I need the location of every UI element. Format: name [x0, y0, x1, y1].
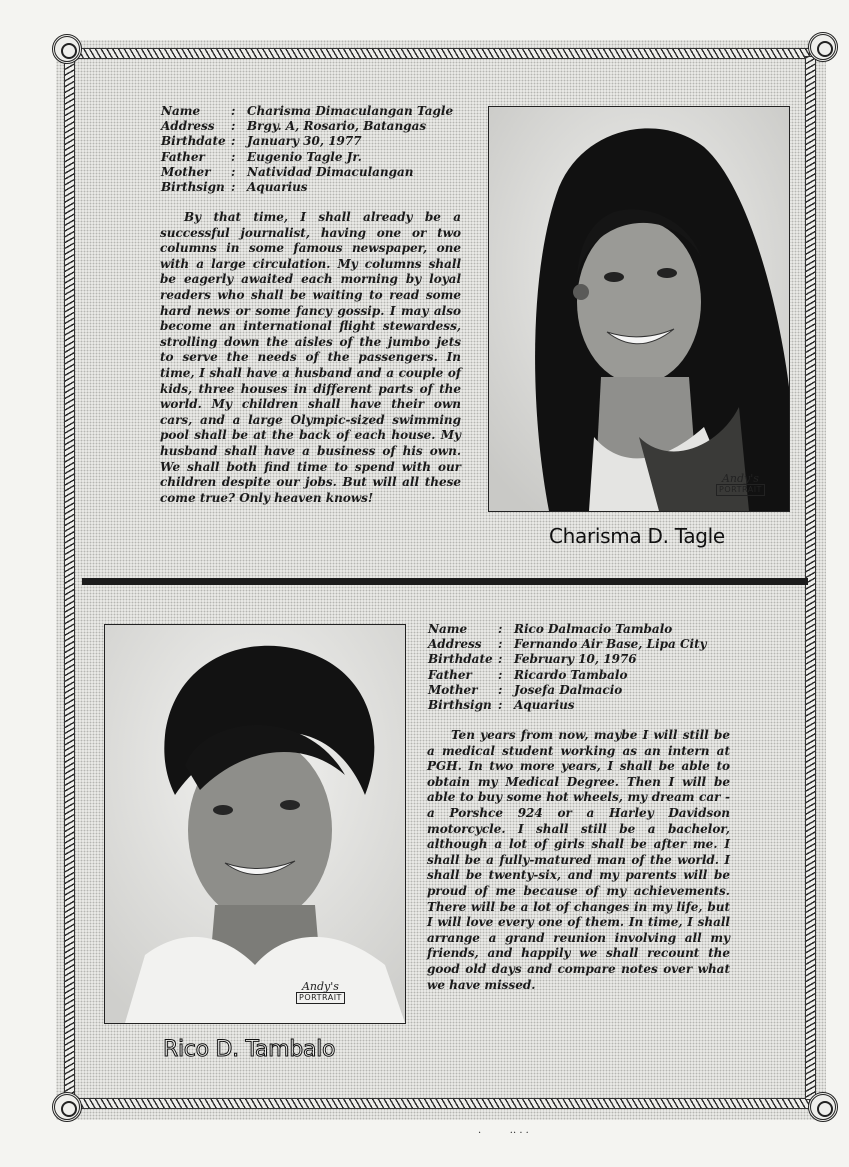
student-birthdate: January 30, 1977: [247, 134, 362, 149]
rope-border-bottom: [70, 1098, 810, 1109]
student-mother: Josefa Dalmacio: [514, 682, 623, 697]
section-divider: [82, 578, 808, 585]
info-row-father: Father : Eugenio Tagle Jr.: [161, 150, 453, 165]
info-row-birthsign: Birthsign : Aquarius: [161, 180, 453, 195]
rope-knot-icon: [52, 34, 82, 64]
profile-info-charisma: [161, 104, 453, 195]
info-row-birthsign: Birthsign : Aquarius: [428, 698, 707, 713]
info-row-address: Address : Fernando Air Base, Lipa City: [428, 637, 707, 652]
info-row-birthdate: Birthdate : February 10, 1976: [428, 652, 707, 667]
studio-mark: Andy's PORTRAIT: [716, 474, 765, 496]
rope-knot-icon: [808, 32, 838, 62]
rope-knot-icon: [808, 1092, 838, 1122]
student-name: Rico Dalmacio Tambalo: [514, 622, 673, 636]
student-birthsign: Aquarius: [247, 180, 308, 195]
student-address: Fernando Air Base, Lipa City: [514, 637, 707, 652]
portrait-photo-charisma: [488, 106, 790, 512]
info-row-birthdate: Birthdate : January 30, 1977: [161, 134, 453, 149]
info-row-name: Name : Rico Dalmacio Tambalo: [428, 622, 707, 637]
essay-rico: Ten years from now, maybe I will still be a medical student working as an intern at PGH. In two more years, I shall be able to obtain my Medical Degree. Then I will be able to buy some hot wheels, my dream car - a Porshce 924 or a Harley Davidson motorcycle. I shall still be a bachelor, although a lot of girls shall be after me. I shall be a fully-matured man of the world. I shall be twenty-six, and my parents will be proud of me because of my achievements. There will be a lot of changes in my life, but I will love every one of them. In time, I shall arrange a grand reunion involving all my friends, and happily we shall recount the good old days and compare notes over what we have missed.: [427, 728, 730, 992]
rope-border-left: [64, 56, 75, 1100]
profile-info-rico: [428, 622, 707, 713]
rope-knot-icon: [52, 1092, 82, 1122]
info-row-mother: Mother : Natividad Dimaculangan: [161, 165, 453, 180]
student-address: Brgy. A, Rosario, Batangas: [247, 119, 427, 134]
info-row-father: Father : Ricardo Tambalo: [428, 668, 707, 683]
student-caption-charisma: Charisma D. Tagle: [549, 524, 725, 548]
student-caption-rico: Rico D. Tambalo: [163, 1037, 336, 1062]
student-name: Charisma Dimaculangan Tagle: [247, 104, 454, 118]
portrait-photo-rico: [104, 624, 406, 1024]
student-mother: Natividad Dimaculangan: [247, 164, 414, 179]
essay-charisma: By that time, I shall already be a successful journalist, having one or two columns in some famous newspaper, one with a large circulation. My columns shall be eagerly awaited each morning by loyal readers who shall be waiting to read some hard news or some fancy gossip. I may also become an international flight stewardess, strolling down the aisles of the jumbo jets to serve the needs of the passengers. In time, I shall have a husband and a couple of kids, three houses in different parts of the world. My children shall have their own cars, and a large Olympic-sized swimming pool shall be at the back of each house. My husband shall have a business of his own. We shall both find time to spend with our children despite our jobs. But will all these come true? Only heaven knows!: [160, 210, 461, 505]
info-row-address: Address : Brgy. A, Rosario, Batangas: [161, 119, 453, 134]
student-father: Eugenio Tagle Jr.: [247, 149, 362, 164]
rope-border-top: [70, 48, 810, 59]
student-father: Ricardo Tambalo: [514, 667, 628, 682]
student-birthsign: Aquarius: [514, 698, 575, 713]
info-row-name: Name : Charisma Dimaculangan Tagle: [161, 104, 454, 118]
print-specks: · ·· · ·: [478, 1128, 529, 1139]
studio-mark: Andy's PORTRAIT: [296, 982, 345, 1004]
student-birthdate: February 10, 1976: [514, 652, 637, 667]
info-row-mother: Mother : Josefa Dalmacio: [428, 683, 707, 698]
